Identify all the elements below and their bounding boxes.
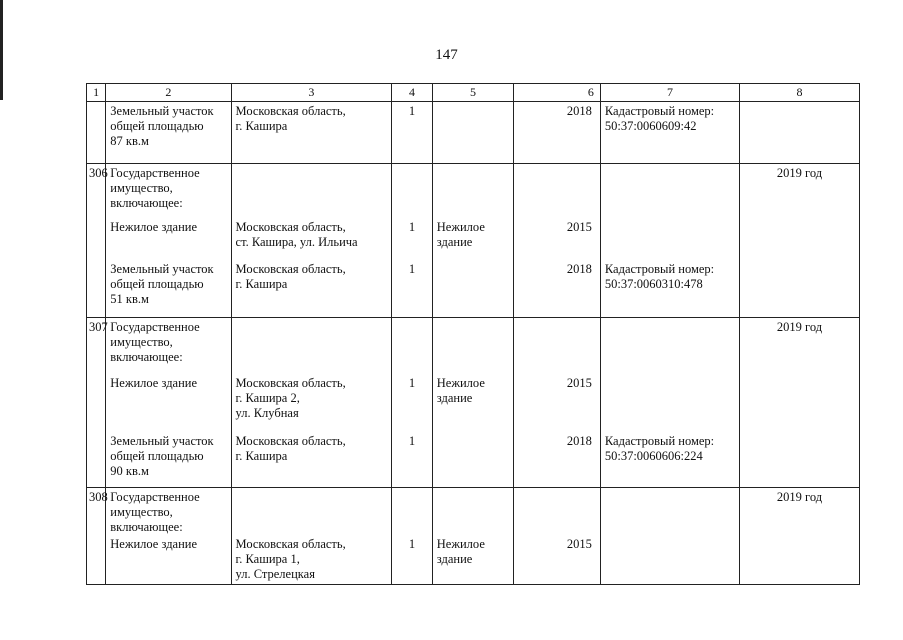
item-type: Нежилое здание xyxy=(432,537,513,585)
table-row xyxy=(87,102,860,164)
row-number: 307 xyxy=(87,318,106,376)
item-year: 2015 xyxy=(514,220,601,262)
item-type xyxy=(432,102,513,164)
item-name: Земельный участок общей площадью 87 кв.м xyxy=(106,102,231,164)
item-quantity: 1 xyxy=(392,262,433,318)
item-type xyxy=(432,434,513,488)
privatization-term: 2019 год xyxy=(740,164,860,220)
item-address: Московская область, г. Кашира xyxy=(231,262,392,318)
item-note: Кадастровый номер: 50:37:0060310:478 xyxy=(600,262,739,318)
column-number: 1 xyxy=(87,84,106,102)
column-number: 8 xyxy=(740,84,860,102)
table-row xyxy=(87,488,860,538)
item-quantity: 1 xyxy=(392,220,433,262)
item-note xyxy=(600,537,739,585)
column-number: 6 xyxy=(514,84,601,102)
item-name: Нежилое здание xyxy=(106,376,231,434)
item-name: Нежилое здание xyxy=(106,537,231,585)
group-header: Государственное имущество, включающее: xyxy=(106,488,231,538)
item-type: Нежилое здание xyxy=(432,220,513,262)
registry-table xyxy=(86,83,860,585)
item-name: Нежилое здание xyxy=(106,220,231,262)
column-number: 7 xyxy=(600,84,739,102)
privatization-term xyxy=(740,102,860,164)
item-type xyxy=(432,262,513,318)
item-year: 2018 xyxy=(514,434,601,488)
item-name: Земельный участок общей площадью 51 кв.м xyxy=(106,262,231,318)
item-note xyxy=(600,220,739,262)
item-quantity: 1 xyxy=(392,537,433,585)
item-name: Земельный участок общей площадью 90 кв.м xyxy=(106,434,231,488)
item-quantity: 1 xyxy=(392,102,433,164)
item-year: 2015 xyxy=(514,376,601,434)
item-year: 2018 xyxy=(514,102,601,164)
table-row xyxy=(87,164,860,220)
item-quantity: 1 xyxy=(392,434,433,488)
item-note: Кадастровый номер: 50:37:0060609:42 xyxy=(600,102,739,164)
column-number: 4 xyxy=(392,84,433,102)
group-header: Государственное имущество, включающее: xyxy=(106,164,231,220)
table-row xyxy=(87,434,860,488)
item-address: Московская область, г. Кашира xyxy=(231,102,392,164)
item-address: Московская область, ст. Кашира, ул. Ильича xyxy=(231,220,392,262)
item-address: Московская область, г. Кашира 2, ул. Клубная xyxy=(231,376,392,434)
table-row xyxy=(87,220,860,262)
column-number: 3 xyxy=(231,84,392,102)
privatization-term: 2019 год xyxy=(740,488,860,538)
item-quantity: 1 xyxy=(392,376,433,434)
item-address: Московская область, г. Кашира 1, ул. Стрелецкая xyxy=(231,537,392,585)
row-number: 308 xyxy=(87,488,106,538)
table-row xyxy=(87,318,860,376)
row-number xyxy=(87,102,106,164)
table-row xyxy=(87,537,860,585)
item-year: 2018 xyxy=(514,262,601,318)
column-numbers-row xyxy=(87,84,860,102)
item-year: 2015 xyxy=(514,537,601,585)
privatization-term: 2019 год xyxy=(740,318,860,376)
item-type: Нежилое здание xyxy=(432,376,513,434)
column-number: 2 xyxy=(106,84,231,102)
table-row xyxy=(87,376,860,434)
table-row xyxy=(87,262,860,318)
row-number: 306 xyxy=(87,164,106,220)
column-number: 5 xyxy=(432,84,513,102)
item-note: Кадастровый номер: 50:37:0060606:224 xyxy=(600,434,739,488)
item-note xyxy=(600,376,739,434)
item-address: Московская область, г. Кашира xyxy=(231,434,392,488)
page-number: 147 xyxy=(435,47,458,63)
group-header: Государственное имущество, включающее: xyxy=(106,318,231,376)
